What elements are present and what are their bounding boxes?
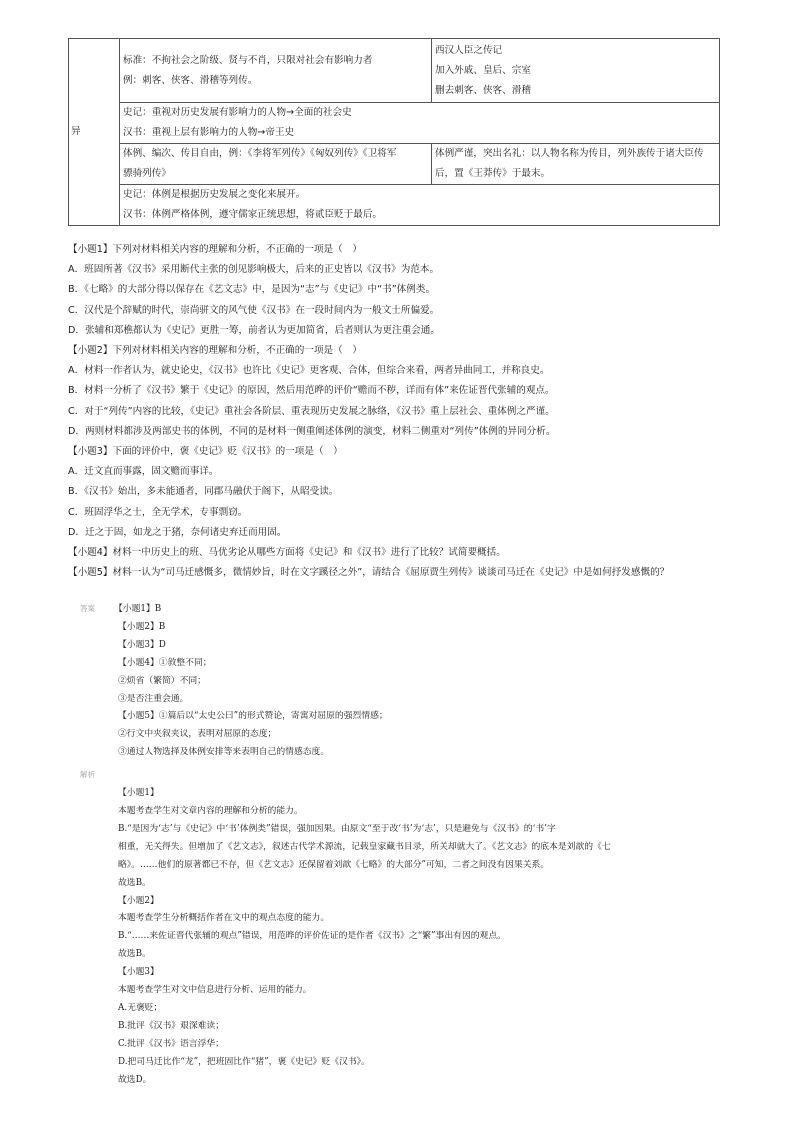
cell-line: 史记：重视对历史发展有影响力的人物→全面的社会史 [123, 107, 352, 118]
analysis-line: B.批评《汉书》艰深难读； [118, 1020, 225, 1031]
answer-line: ③通过人物选择及体例安排等来表明自己的情感态度。 [118, 747, 330, 758]
questions-section [68, 240, 728, 583]
analysis-line: 本题考查学生分析概括作者在文中的观点态度的能力。 [118, 913, 330, 924]
cell-line: 删去刺客、侠客、滑稽 [435, 84, 531, 96]
focus-cell [120, 103, 720, 144]
cell-line: 标准：不拘社会之阶级、贤与不肖，只限对社会有影响力者 [123, 54, 373, 66]
question-line: D．两则材料都涉及两部史书的体例，不同的是材料一侧重阐述体例的演变，材料二侧重对“列传”体例的异同分析。 [68, 425, 556, 437]
cell-line: 体例严谨，突出名礼：以人物名称为传目，列外族传于诸大臣传 [435, 148, 704, 159]
cell-line: 西汉人臣之传记 [435, 44, 503, 56]
analysis-tag: 解析 [80, 770, 95, 780]
question-line: C．班固浮华之士，全无学术，专事剽窃。 [68, 506, 248, 518]
analysis-line: 略》。……他们的原著都已不存，但《艺文志》还保留着刘歆《七略》的大部分”可知，二者之间没有因果关系。 [118, 859, 550, 870]
answer-line: ③是否注重会通。 [118, 693, 189, 704]
question-line: D．张辅和郑樵都认为《史记》更胜一筹，前者认为更加简省，后者则认为更注重会通。 [68, 324, 440, 336]
standard-cell [120, 39, 432, 103]
question-line: 【小题2】下列对材料相关内容的理解和分析，不正确的一项是（ ） [68, 345, 362, 357]
cell-line: 例：刺客、侠客、滑稽等列传。 [123, 74, 258, 86]
analysis-line: 故选B。 [118, 949, 151, 960]
analysis-line: 【小题3】 [118, 967, 159, 978]
question-line: 【小题3】下面的评价中，褒《史记》贬《汉书》的一项是（ ） [68, 446, 343, 458]
hanshu-style-cell [432, 144, 720, 185]
answer-section [80, 600, 720, 1089]
question-line: B．材料一分析了《汉书》繁于《史记》的原因，然后用范晔的评价“赡而不秽，详而有体”来佐证晋代张辅的观点。 [68, 385, 555, 397]
question-line: A．材料一作者认为，就史论史，《汉书》也许比《史记》更客观、合体，但综合来看，两者异曲同工，并称良史。 [68, 365, 550, 377]
cell-line: 加入外戚、皇后、宗室 [435, 64, 531, 76]
cell-line: 骠骑列传》 [123, 168, 171, 179]
analysis-line: B.“……来佐证晋代张辅的观点”错误，用范晔的评价佐证的是作者《汉书》之“繁”事出有因的观点。 [118, 931, 506, 942]
question-line: 【小题1】下列对材料相关内容的理解和分析，不正确的一项是（ ） [68, 244, 362, 255]
analysis-line: A.无褒贬； [118, 1002, 163, 1013]
question-line: D．迁之于固，如龙之于猪，奈何诸史弃迁而用固。 [68, 526, 287, 538]
question-line: C．汉代是个辞赋的时代，崇尚骈文的风气使《汉书》在一段时间内为一般文士所偏爱。 [68, 304, 440, 316]
analysis-line: 本题考查学生对文章内容的理解和分析的能力。 [118, 805, 303, 816]
structure-cell [120, 185, 720, 226]
answer-line: ②行文中夹叙夹议，表明对屈原的态度； [118, 729, 277, 740]
answer-line: 【小题5】①篇后以“太史公曰”的形式赞论，寄寓对屈原的强烈情感； [118, 711, 388, 722]
question-line: A．迁文直而事露，固文赡而事详。 [68, 466, 219, 478]
answer-line: 【小题1】B [114, 604, 162, 614]
answer-line: 【小题2】B [118, 621, 166, 632]
analysis-line: 故选B。 [118, 877, 151, 888]
analysis-line: 本题考查学生对文中信息进行分析、运用的能力。 [118, 985, 312, 996]
cell-line: 后，置《王莽传》于最末。 [435, 168, 551, 179]
cell-line: 汉书：重视上层有影响力的人物→帝王史 [123, 127, 295, 138]
question-line: 【小题5】材料一认为“司马迁感慨多，微情妙旨，时在文字蹊径之外”，请结合《屈原贾生列传》谈谈司马迁在《史记》中是如何抒发感慨的？ [68, 567, 670, 579]
answer-line: ②烦省（繁简）不同； [118, 675, 206, 686]
row-head-label: 异 [71, 126, 81, 137]
analysis-line: 相重，无关得失。但增加了《艺文志》，叙述古代学术源流，记载皇家藏书目录，所关却就大了。《艺文志》的底本是刘歆的《七 [118, 841, 611, 852]
hanshu-standard-cell [432, 39, 720, 103]
analysis-line: B.“是因为‘志’与《史记》中‘书’体例类”错误，强加因果。由原文“至于改‘书’为‘志’，只是避免与《汉书》的‘书’字 [118, 823, 556, 834]
answer-line: 【小题4】①敘整不同； [118, 657, 212, 668]
analysis-line: D.把司马迁比作“龙”，把班固比作“猪”，褒《史记》贬《汉书》。 [118, 1056, 370, 1067]
answer-line: 【小题3】D [118, 639, 166, 650]
cell-line: 汉书：体例严格体例，遵守儒家正统思想，将贰臣贬于最后。 [123, 209, 383, 220]
shiji-style-cell [120, 144, 432, 185]
row-head-cell [69, 39, 120, 226]
analysis-line: 【小题1】 [118, 788, 159, 799]
question-line: C．对于“列传”内容的比较，《史记》重社会各阶层、重表现历史发展之脉络，《汉书》重上层社会、重体例之严谨。 [68, 405, 555, 417]
cell-line: 体例、编次、传目自由，例：《李将军列传》《匈奴列传》《卫将军 [123, 148, 397, 159]
question-line: B．《七略》的大部分得以保存在《艺文志》中，是因为“志”与《史记》中“书”体例类。 [68, 284, 436, 296]
comparison-table [68, 38, 720, 226]
analysis-line: 故选D。 [118, 1074, 152, 1085]
analysis-line: 【小题2】 [118, 895, 159, 906]
cell-line: 史记：体例是根据历史发展之变化来展开。 [123, 189, 306, 200]
question-line: 【小题4】材料一中历史上的班、马优劣论从哪些方面将《史记》和《汉书》进行了比较？试简要概括。 [68, 547, 506, 559]
question-line: B．《汉书》始出，多未能通者，同郡马融伏于阁下，从昭受读。 [68, 486, 339, 498]
answer-tag: 答案 [80, 604, 95, 613]
analysis-line: C.批评《汉书》语言浮华； [118, 1038, 224, 1049]
question-line: A．班固所著《汉书》采用断代主张的创见影响极大，后来的正史皆以《汉书》为范本。 [68, 264, 440, 276]
